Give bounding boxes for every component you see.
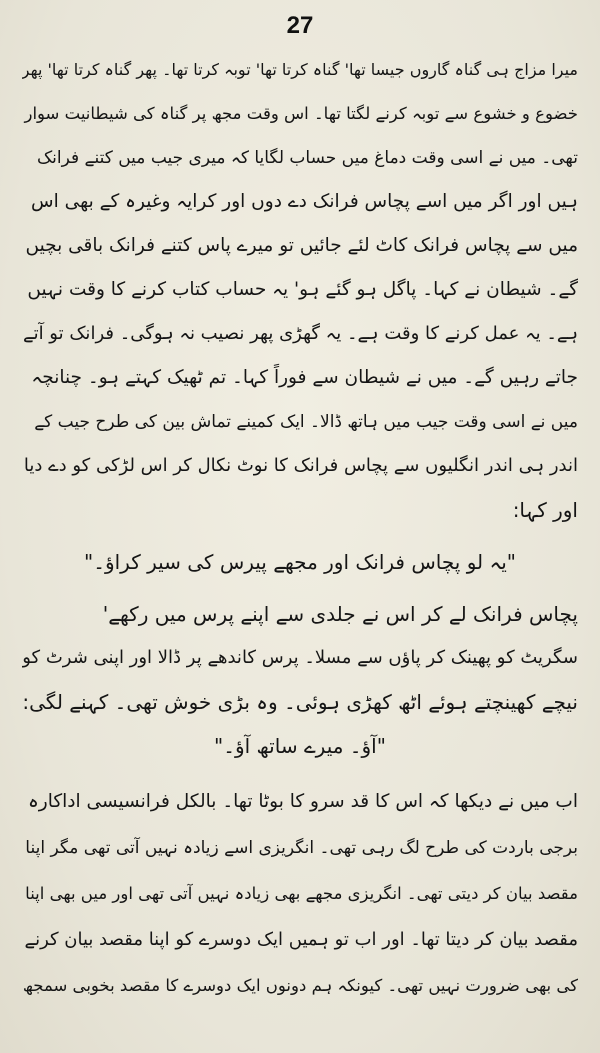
text-line-19: کی بھی ضرورت نہیں تھی۔ کیونکہ ہم دونوں ایک دوسرے کا مقصد بخوبی سمجھ bbox=[22, 976, 578, 995]
quote-line-1: "یہ لو پچاس فرانک اور مجھے پیرس کی سیر کراؤ۔" bbox=[84, 550, 516, 574]
text-line-6: گے۔ شیطان نے کہا۔ پاگل ہو گئے ہو' یہ حساب کتاب کرنے کا وقت نہیں bbox=[27, 279, 578, 300]
text-line-3: تھی۔ میں نے اسی وقت دماغ میں حساب لگایا کہ میری جیب میں کتنے فرانک bbox=[36, 148, 578, 168]
text-line-2: خضوع و خشوع سے توبہ کرنے لگتا تھا۔ اس وقت مجھ پر گناہ کی شیطانیت سوار bbox=[24, 104, 578, 123]
text-line-9: میں نے اسی وقت جیب میں ہاتھ ڈالا۔ ایک کمینے تماش بین کی طرح جیب کے bbox=[34, 412, 578, 432]
text-line-14: نیچے کھینچتے ہوئے اٹھ کھڑی ہوئی۔ وہ بڑی خوش تھی۔ کہنے لگی: bbox=[22, 690, 578, 714]
text-line-15: اب میں نے دیکھا کہ اس کا قد سرو کا بوٹا تھا۔ بالکل فرانسیسی اداکارہ bbox=[27, 791, 578, 812]
text-line-10: اندر ہی اندر انگلیوں سے پچاس فرانک کا نوٹ نکال کر اس لڑکی کو دے دیا bbox=[23, 455, 578, 476]
text-line-12: پچاس فرانک لے کر اس نے جلدی سے اپنے پرس میں رکھے' bbox=[102, 602, 578, 626]
text-line-8: جاتے رہیں گے۔ میں نے شیطان سے فوراً کہا۔ تم ٹھیک کہتے ہو۔ چنانچہ bbox=[31, 367, 578, 388]
quote-line-2: "آؤ۔ میرے ساتھ آؤ۔" bbox=[214, 734, 386, 758]
text-line-17: مقصد بیان کر دیتی تھی۔ انگریزی مجھے بھی زیادہ نہیں آتی تھی اور میں بھی اپنا bbox=[25, 884, 578, 903]
text-line-5: میں سے پچاس فرانک کاٹ لئے جائیں تو میرے پاس کتنے فرانک باقی بچیں bbox=[25, 235, 578, 256]
text-line-11: اور کہا: bbox=[512, 498, 578, 522]
text-line-16: برجی باردت کی طرح لگ رہی تھی۔ انگریزی اسے زیادہ نہیں آتی تھی مگر اپنا bbox=[25, 838, 578, 858]
text-line-4: ہیں اور اگر میں اسے پچاس فرانک دے دوں اور کرایہ وغیرہ کے بھی اس bbox=[31, 191, 578, 212]
text-line-1: میرا مزاج ہی گناہ گاروں جیسا تھا' گناہ کرتا تھا' توبہ کرتا تھا۔ پھر گناہ کرتا تھا' پھر bbox=[22, 60, 578, 79]
text-line-18: مقصد بیان کر دیتا تھا۔ اور اب تو ہمیں ایک دوسرے کو اپنا مقصد بیان کرنے bbox=[24, 929, 578, 950]
page-number: 27 bbox=[286, 12, 314, 39]
text-line-7: ہے۔ یہ عمل کرنے کا وقت ہے۔ یہ گھڑی پھر نصیب نہ ہوگی۔ فرانک تو آتے bbox=[23, 323, 578, 344]
text-line-13: سگریٹ کو پھینک کر پاؤں سے مسلا۔ پرس کاندھے پر ڈالا اور اپنی شرٹ کو bbox=[22, 647, 578, 668]
